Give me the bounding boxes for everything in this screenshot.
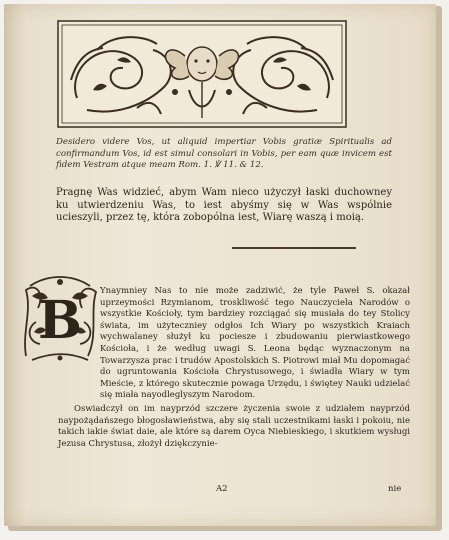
signature-mark: A2 xyxy=(216,484,228,494)
section-divider-rule xyxy=(232,247,356,249)
polish-translation-quote: Pragnę Was widzieć, abym Wam nieco użyczył łaski duchowney ku utwierdzeniu Was, to iest abyśmy się w Was wspólnie ucieszyli, przez tę, która zobopólna iest, Wiarę waszą i moią. xyxy=(56,187,392,224)
body-paragraph-2: Oswiadczył on im nayprzód szczere życzenia swoie z udziałem nayprzód naypożądańszego błogosławieństwa, aby się stali uczestnikami łaski i pokoiu, nie takich iakie świat daie, ale które są darem Oyca Niebieskiego, i skutkiem wysługi Jezusa Chrystusa, złożył dziękczynie- xyxy=(58,403,410,449)
body-text xyxy=(58,286,410,450)
catchword: nie xyxy=(388,484,402,494)
latin-scripture-quote: Desidero videre Vos, ut aliquid impertiar Vobis gratiæ Spiritualis ad confirmandum Vos, id est simul consolari in Vobis, per eam quæ invicem est fidem Vestram atque meam Rom. 1. ℣ 11. & 12. xyxy=(56,137,392,171)
ornamental-headpiece xyxy=(57,20,347,128)
initial-letter: B xyxy=(38,290,82,351)
body-paragraph-1: Ynaymniey Nas to nie może zadziwić, że tyle Paweł S. okazał uprzeymości Rzymianom, troskliwość tego Nauczyciela Narodów o wszystkie Kościoły, tym bardziey rozciągać się musiała do tey Stolicy świata, im użyteczniey odgłos Ich Wiary po wszystkich Kraiach wychwalaney służył ku pociesze i zbudowaniu pierwiastkowego Kościoła, i że według uwagi S. Leona będąc wyznaczonym na Towarzysza prac i trudów Apostolskich S. Piotrowi miał Mu dopomagać do ugruntowania Kościoła Chrystusowego, i świadła Wiary w tym Mieście, z którego skutecznie powaga Urzędu, i świętey Nauki udzielać się miała nayodleglyszym Narodom. xyxy=(100,286,410,401)
